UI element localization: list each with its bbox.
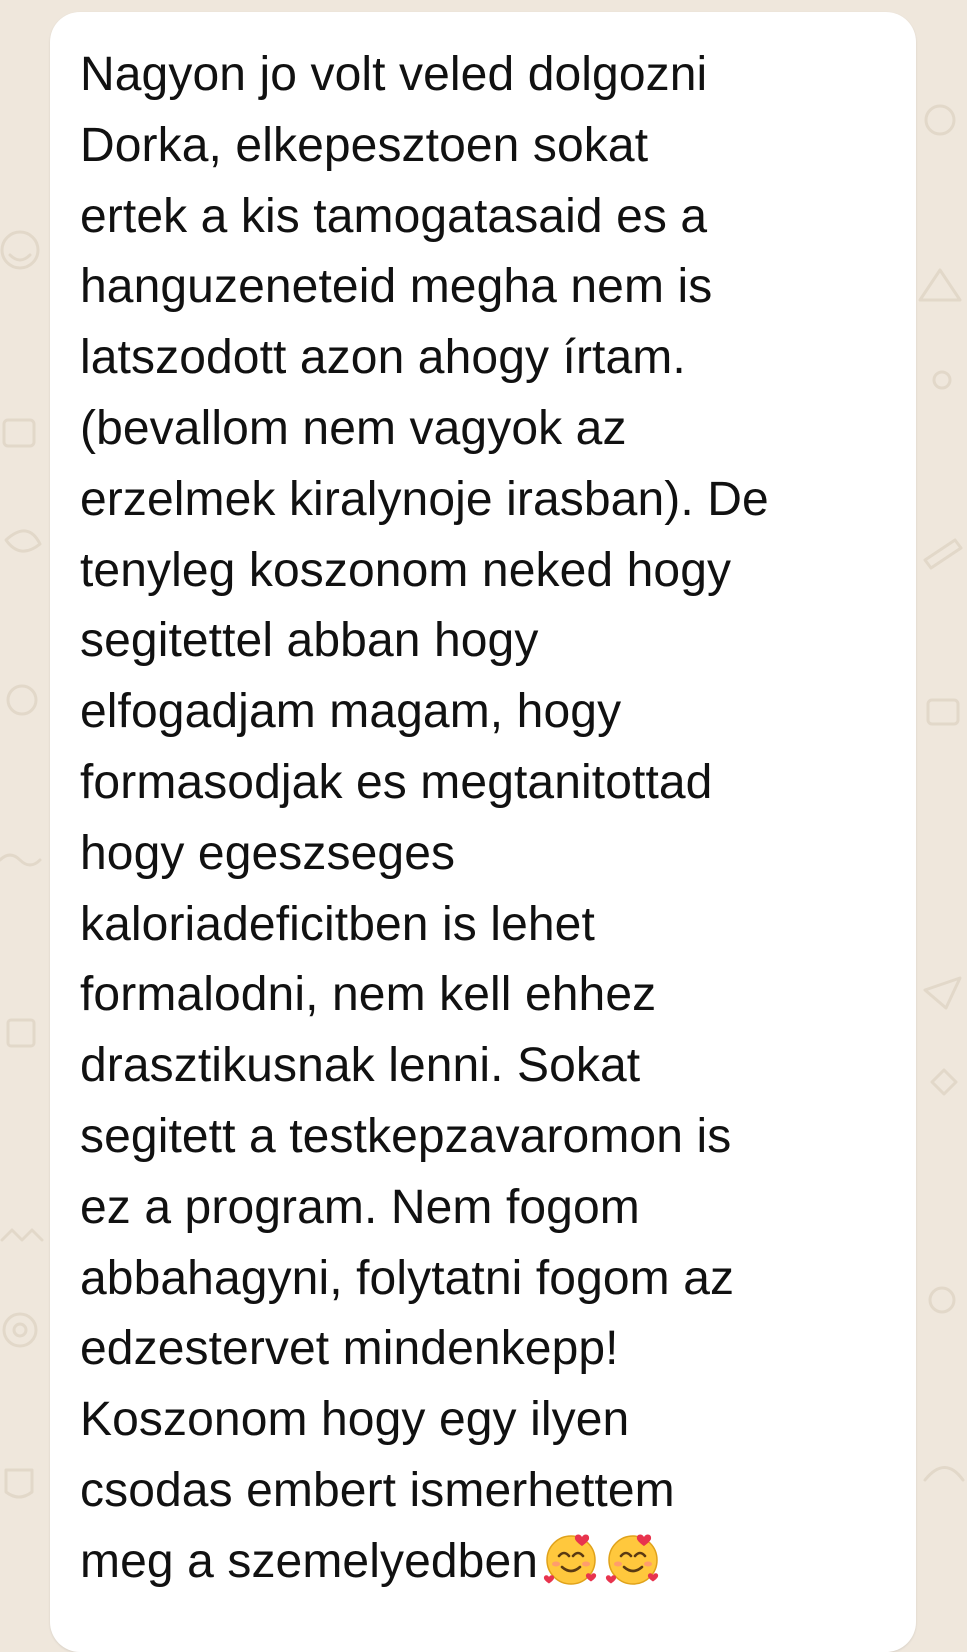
message-line: Dorka, elkepesztoen sokat xyxy=(80,118,649,172)
message-line: tenyleg koszonom neked hogy xyxy=(80,543,732,597)
doodle-wave-icon xyxy=(0,855,40,865)
message-line: elfogadjam magam, hogy xyxy=(80,685,622,739)
doodle-frame-icon xyxy=(928,700,958,724)
message-bubble[interactable] xyxy=(50,12,916,1652)
doodle-pencil-icon xyxy=(925,540,961,568)
message-line: meg a szemelyedben xyxy=(80,1534,539,1588)
doodle-circle-right-icon xyxy=(930,1288,954,1312)
message-line: edzestervet mindenkepp! xyxy=(80,1322,619,1376)
doodle-cup-icon xyxy=(6,1470,32,1497)
doodle-ring-icon xyxy=(8,686,36,714)
message-text xyxy=(80,40,900,1598)
doodle-zigzag-icon xyxy=(2,1230,42,1240)
doodle-ring-right-icon xyxy=(926,106,954,134)
message-line: segitett a testkepzavaromon is xyxy=(80,1109,732,1163)
doodle-send-icon xyxy=(925,978,960,1008)
message-line: ertek a kis tamogatasaid es a xyxy=(80,189,708,243)
message-line: formasodjak es megtanitottad xyxy=(80,755,713,809)
doodle-leaf-icon xyxy=(6,531,40,551)
message-last-line xyxy=(80,1527,900,1598)
doodle-smile-mouth xyxy=(10,255,30,260)
message-line: Koszonom hogy egy ilyen xyxy=(80,1393,630,1447)
message-line: csodas embert ismerhettem xyxy=(80,1463,675,1517)
message-line: ez a program. Nem fogom xyxy=(80,1180,640,1234)
doodle-box-icon xyxy=(4,420,34,446)
doodle-diamond-icon xyxy=(932,1070,956,1094)
message-line: drasztikusnak lenni. Sokat xyxy=(80,1039,641,1093)
doodle-square-icon xyxy=(8,1020,34,1046)
message-line: segitettel abban hogy xyxy=(80,614,539,668)
doodle-target-icon xyxy=(4,1314,36,1346)
message-line: kaloriadeficitben is lehet xyxy=(80,897,595,951)
message-line: formalodni, nem kell ehhez xyxy=(80,968,657,1022)
message-line: latszodott azon ahogy írtam. xyxy=(80,331,686,385)
message-line: hanguzeneteid megha nem is xyxy=(80,260,713,314)
doodle-triangle-icon xyxy=(920,270,960,300)
doodle-curve-icon xyxy=(925,1468,963,1481)
doodle-target-center xyxy=(14,1324,26,1336)
message-line: hogy egeszseges xyxy=(80,826,456,880)
message-line: Nagyon jo volt veled dolgozni xyxy=(80,48,708,101)
message-line: erzelmek kiralynoje irasban). De xyxy=(80,472,769,526)
message-line: abbahagyni, folytatni fogom az xyxy=(80,1251,735,1305)
doodle-smile-icon xyxy=(2,232,38,268)
smiling-face-with-hearts-icon xyxy=(604,1529,662,1587)
message-line: (bevallom nem vagyok az xyxy=(80,401,627,455)
doodle-dot-ring-icon xyxy=(934,372,950,388)
smiling-face-with-hearts-icon xyxy=(542,1529,600,1587)
